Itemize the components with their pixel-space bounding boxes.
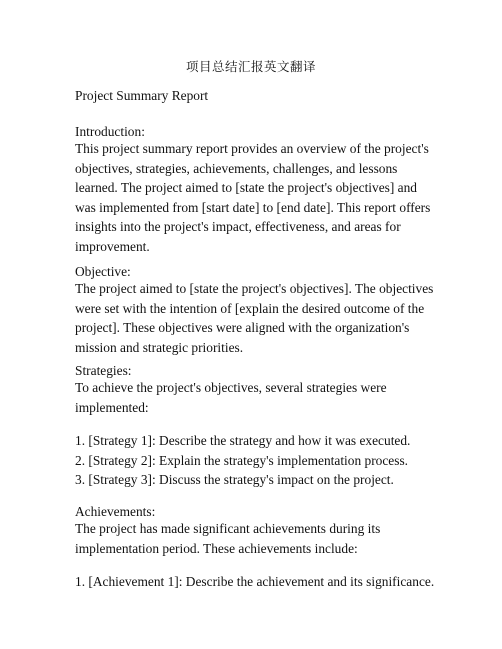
paragraph-line: This project summary report provides an overview of the project's [75,141,429,156]
achievements-heading: Achievements: [75,504,156,519]
list-item: 1. [Strategy 1]: Describe the strategy and how it was executed. [75,433,411,448]
strategies-list [75,431,435,490]
paragraph-line: mission and strategic priorities. [75,339,244,355]
paragraph-line: The project aimed to [state the project's objectives]. The objectives [75,281,434,296]
introduction-heading: Introduction: [75,124,145,139]
achievements-paragraph [75,519,435,558]
strategies-paragraph [75,378,435,417]
paragraph-line: implementation period. These achievements include: [75,540,358,556]
list-item: 3. [Strategy 3]: Discuss the strategy's impact on the project. [75,472,394,487]
report-title: Project Summary Report [75,88,209,103]
paragraph-line: implemented: [75,399,149,415]
paragraph-line: project]. These objectives were aligned with the organization's [75,320,410,335]
achievements-list [75,572,435,592]
paragraph-line: objectives, strategies, achievements, challenges, and lessons [75,160,398,176]
paragraph-line: improvement. [75,238,150,254]
list-item: 2. [Strategy 2]: Explain the strategy's implementation process. [75,452,409,468]
paragraph-line: The project has made significant achievements during its [75,521,381,536]
paragraph-line: To achieve the project's objectives, several strategies were [75,380,387,395]
paragraph-line: was implemented from [start date] to [end date]. This report offers [75,199,431,215]
strategies-heading: Strategies: [75,363,132,378]
introduction-paragraph [75,139,435,256]
paragraph-line: insights into the project's impact, effectiveness, and areas for [75,219,401,234]
objective-paragraph [75,279,435,357]
list-item: 1. [Achievement 1]: Describe the achievement and its significance. [75,574,435,589]
paragraph-line: were set with the intention of [explain the desired outcome of the [75,300,425,316]
paragraph-line: learned. The project aimed to [state the project's objectives] and [75,180,418,195]
objective-heading: Objective: [75,264,131,279]
document-title: 项目总结汇报英文翻译 [185,59,316,74]
